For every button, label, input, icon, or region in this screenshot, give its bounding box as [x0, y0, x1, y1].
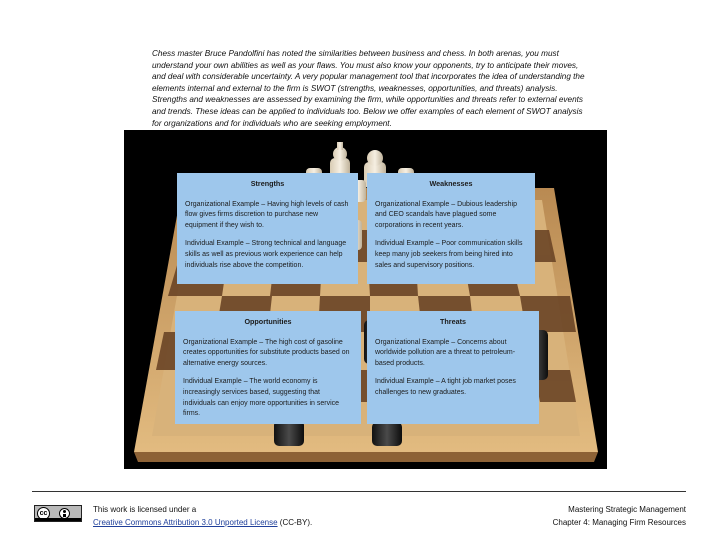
license-notice: [93, 503, 312, 529]
weaknesses-org-example: Organizational Example – Dubious leadership and CEO scandals have plagued some corporations in recent years.: [375, 200, 518, 229]
intro-paragraph: Chess master Bruce Pandolfini has noted the similarities between business and chess. In both arenas, you must understand your own abilities as well as your flaws. You must also know your opponents, try to anticipate their moves, and deal with considerable uncertainty. A very popular management tool that incorporates the idea of understanding the elements internal and external to the firm is SWOT (strengths, weaknesses, opportunities, and threats) analysis. Strengths and weaknesses are assessed by examining the firm, while opportunities and threats refer to external events and trends. These ideas can be applied to individuals too. Below we offer examples of each element of SWOT analysis for organizations and for individuals who are seeking employment.: [152, 49, 585, 128]
license-prefix: This work is licensed under a: [93, 505, 197, 514]
threats-org-example: Organizational Example – Concerns about worldwide pollution are a threat to petroleum-based products.: [375, 338, 516, 367]
chapter-title: Chapter 4: Managing Firm Resources: [552, 518, 686, 527]
threats-ind-example: Individual Example – A tight job market poses challenges to new graduates.: [375, 378, 516, 396]
strengths-title: Strengths: [250, 179, 285, 188]
threats-title: Threats: [440, 317, 466, 326]
opportunities-org-example: Organizational Example – The high cost of gasoline creates opportunities for substitute products based on alternative energy sources.: [183, 338, 350, 367]
opportunities-title: Opportunities: [244, 317, 292, 326]
opportunities-ind-example: Individual Example – The world economy is increasingly services based, suggesting that individuals can enjoy more opportunities in service firms.: [183, 378, 340, 418]
strengths-org-example: Organizational Example – Having high levels of cash flow gives firms discretion to purchase new equipment if they wish to.: [185, 200, 349, 229]
book-title: Mastering Strategic Management: [568, 505, 686, 514]
weaknesses-box: [367, 173, 535, 284]
swot-chessboard-figure: [124, 130, 607, 469]
strengths-box: [177, 173, 358, 284]
board-frame-edge: [134, 452, 598, 462]
book-credit: [553, 503, 686, 529]
license-suffix: (CC-BY).: [279, 518, 313, 527]
cc-logo-icon: cc: [37, 507, 50, 520]
weaknesses-ind-example: Individual Example – Poor communication skills keep many job seekers from being hired into sales and supervisory positions.: [375, 240, 523, 269]
footer-divider: [32, 491, 686, 492]
opportunities-box: [175, 311, 361, 424]
strengths-ind-example: Individual Example – Strong technical and language skills as well as previous work experience can help individuals rise above the competition.: [185, 240, 347, 269]
threats-box: [367, 311, 539, 424]
license-link[interactable]: Creative Commons Attribution 3.0 Unported License: [93, 518, 278, 527]
creative-commons-icon: [34, 505, 82, 522]
weaknesses-title: Weaknesses: [429, 179, 473, 188]
